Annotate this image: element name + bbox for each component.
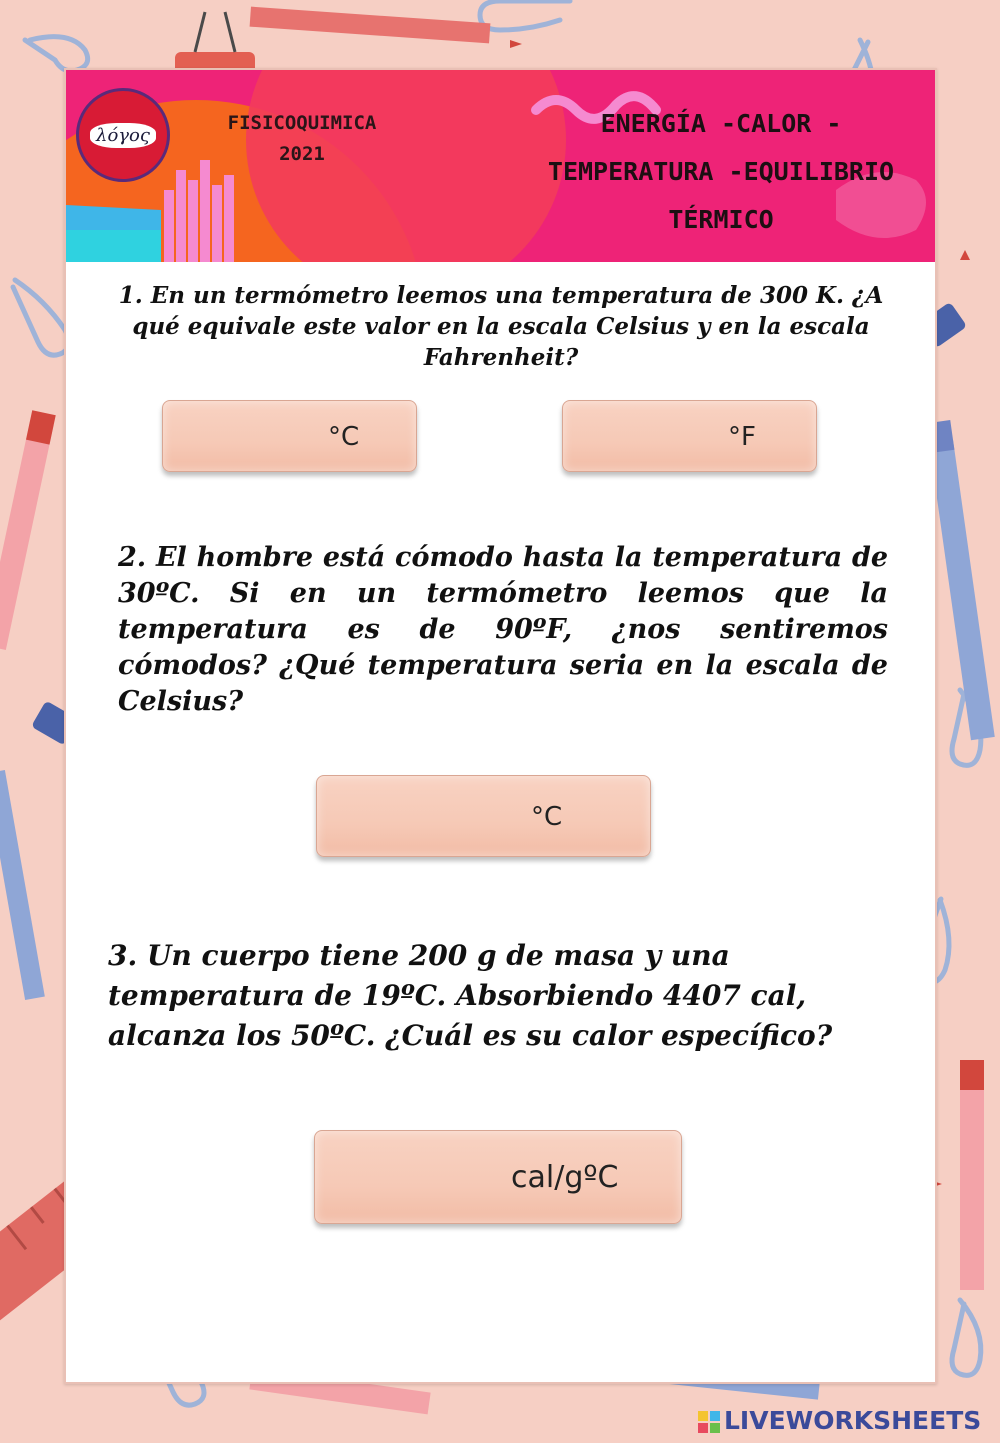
- question-1-text: 1. En un termómetro leemos una temperatura de 300 K. ¿A qué equivale este valor en la escala Celsius y en la escala Fahrenheit?: [118, 282, 884, 371]
- worksheet-page: [64, 68, 937, 1384]
- title-line-3: TÉRMICO: [668, 205, 774, 234]
- banner-subject: [202, 108, 402, 170]
- year-label: 2021: [279, 143, 325, 165]
- watermark-liveworksheets[interactable]: LIVEWORKSHEETS: [724, 1406, 982, 1435]
- question-2-text: 2. El hombre está cómodo hasta la temperatura de 30ºC. Si en un termómetro leemos que la temperatura es de 90ºF, ¿nos sentiremos cómodos? ¿Qué temperatura seria en la escala de Celsius?: [118, 542, 888, 717]
- page-title: [506, 100, 935, 244]
- question-3-text: 3. Un cuerpo tiene 200 g de masa y una temperatura de 19ºC. Absorbiendo 4407 cal, alcanza los 50ºC. ¿Cuál es su calor específico?: [108, 939, 833, 1052]
- unit-label-celsius: °C: [328, 422, 360, 452]
- subject-label: FISICOQUIMICA: [227, 112, 377, 134]
- unit-label-fahrenheit: °F: [728, 422, 756, 452]
- header-banner: [66, 70, 935, 262]
- title-line-1: ENERGÍA -CALOR -: [600, 109, 842, 138]
- answer-2-celsius-input[interactable]: [316, 775, 651, 857]
- title-line-2: TEMPERATURA -EQUILIBRIO: [547, 157, 895, 186]
- answer-1-fahrenheit-input[interactable]: [562, 400, 817, 472]
- answer-3-specific-heat-input[interactable]: [314, 1130, 682, 1224]
- unit-label-cal-per-gram-celsius: cal/gºC: [511, 1160, 619, 1195]
- answer-1-celsius-input[interactable]: [162, 400, 417, 472]
- liveworksheets-logo-icon: [698, 1411, 720, 1433]
- unit-label-celsius: °C: [531, 802, 563, 832]
- logo: λόγος: [76, 88, 170, 182]
